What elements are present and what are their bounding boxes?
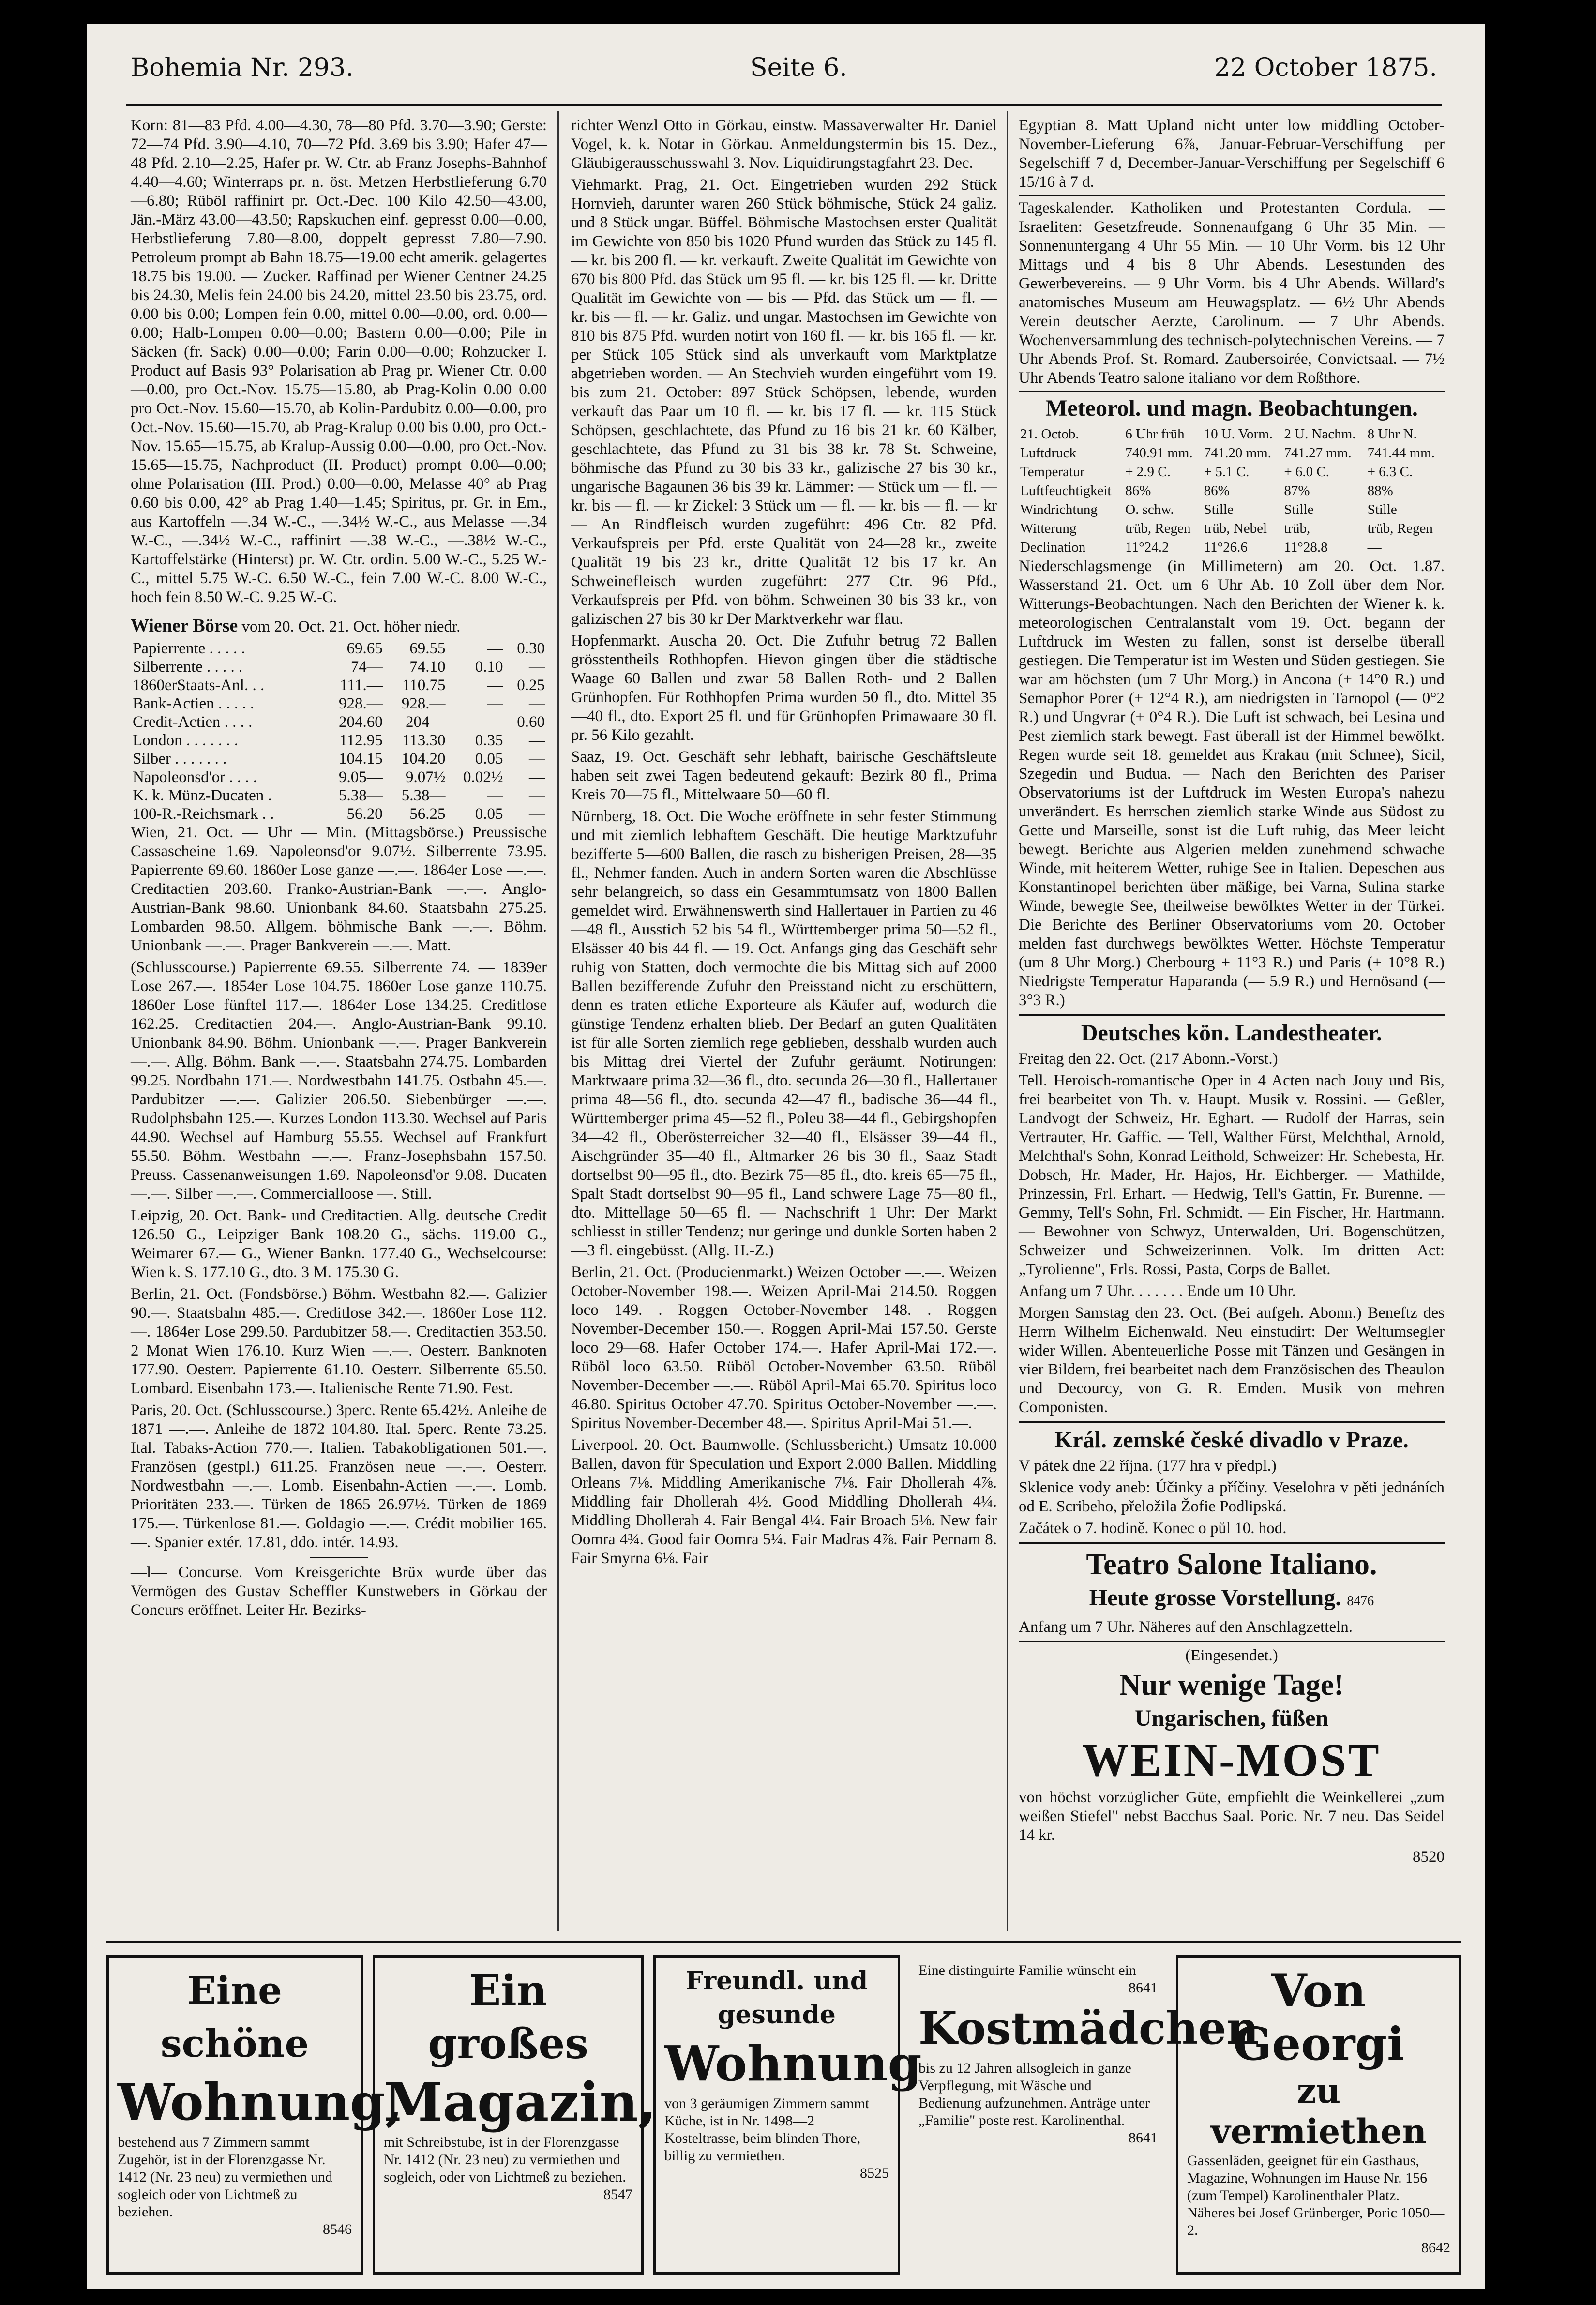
meteo-value: Stille	[1204, 502, 1234, 517]
column-3	[1019, 116, 1445, 1869]
ad-title: Freundl. und gesunde	[685, 1966, 868, 2030]
ad-number: 8476	[1347, 1594, 1374, 1609]
most-subheadline: Ungarischen, füßen	[1134, 1705, 1329, 1731]
issue-date: 22 October 1875.	[1214, 53, 1437, 82]
boerse-value: —	[529, 750, 545, 768]
boerse-value: —	[529, 805, 545, 823]
czech-theater-title: Král. zemské české divadlo v Praze.	[1054, 1427, 1409, 1453]
hopfenmarkt-report: Hopfenmarkt. Auscha 20. Oct. Die Zufuhr betrug 72 Ballen grösstentheils Rothhopfen. Hievon gingen über die städtische Waage 60 Ballen und zwar 58 Ballen Roth- und 2 Ballen Grünhopfen. Für Rothhopfen Prima wurden 50 fl., dto. Mittel 35—40 fl., dto. Export 25 fl. und für Grünhopfen Primawaare 30 fl. pr. 56 Kilo gezahlt.	[571, 632, 997, 744]
boerse-value: 204—	[406, 713, 446, 731]
boerse-value: —	[529, 658, 545, 676]
boerse-row	[131, 639, 547, 658]
boerse-row	[131, 731, 547, 750]
boerse-row	[131, 676, 547, 694]
meteo-value: + 5.1 C.	[1204, 464, 1250, 480]
boerse-security: Credit-Actien . . . .	[133, 713, 253, 731]
concurse-continued: richter Wenzl Otto in Görkau, einstw. Massaverwalter Hr. Daniel Vogel, k. k. Notar in Görkau. Anmeldungstermin bis 15. Dez., Gläubigerausschusswahl 3. Nov. Liquidirungstagfahrt 23. Dec.	[571, 117, 997, 172]
boerse-security: Silberrente . . . . .	[133, 658, 243, 676]
boerse-row	[131, 805, 547, 823]
ad-von-georgi	[1176, 1955, 1461, 2275]
concurse-notice: —l— Concurse. Vom Kreisgerichte Brüx wurde über das Vermögen des Gustav Scheffler Kunstwebers in Görkau der Concurs eröffnet. Leiter Hr. Bezirks-	[131, 1564, 547, 1619]
boerse-value: 110.75	[402, 677, 446, 694]
boerse-row	[131, 658, 547, 676]
boerse-value: —	[529, 732, 545, 749]
meteo-row	[1019, 538, 1445, 557]
liverpool-report: Liverpool. 20. Oct. Baumwolle. (Schlussbericht.) Umsatz 10.000 Ballen, davon für Speculation und Export 2.000 Ballen. Middling Orleans 7⅛. Middling Amerikanische 7⅛. Fair Dhollerah 4⅞. Middling fair Dhollerah 4½. Good Middling Dhollerah 4¼. Middling Dhollerah 4. Fair Bengal 4¼. Fair Broach 5⅛. New fair Oomra 4¾. Good fair Oomra 5¼. Fair Madras 4⅞. Fair Pernam 8. Fair Smyrna 6⅛. Fair	[571, 1436, 997, 1567]
meteo-value: 88%	[1367, 483, 1393, 498]
section-rule	[1019, 1014, 1445, 1016]
boerse-value: 74.10	[409, 658, 446, 676]
meteo-value: O. schw.	[1125, 502, 1174, 517]
viehmarkt-report: Viehmarkt. Prag, 21. Oct. Eingetrieben wurden 292 Stück Hornvieh, darunter waren 260 Stück böhmische, Stück 24 galiz. und 8 Stück ungar. Büffel. Böhmische Mastochsen erster Qualität im Gewichte von 850 bis 1020 Pfund wurden das Stück zu 145 fl. — kr. bis 200 fl. — kr. verkauft. Zweite Qualität im Gewichte von 670 bis 800 Pfd. das Stück um 95 fl. — kr. bis 125 fl. — kr. Dritte Qualität im Gewichte von — bis — Pfd. das Stück um — fl. — kr. bis — fl. — kr. Galiz. und ungar. Mastochsen im Gewichte von 810 bis 875 Pfd. wurden notirt von 160 fl. — kr. bis 165 fl. — kr. per Stück 105 Stück sind als unverkauft vom Marktplatze abgetrieben worden. — An Stechvieh wurden eingeführt vom 19. bis zum 21. October: 897 Stück Schöpsen, lebende, wurden verkauft das Paar um 10 fl. — kr. bis 17 fl. — kr. 115 Stück Schöpsen, geschlachtete, das Pfund zu 16 bis 21 kr. 60 Kälber, geschlachtete, das Pfund zu 31 bis 38 kr. 78 St. Schweine, böhmische das Pfund zu 30 bis 33 kr., galizische 27 bis 30 kr., ungarische Bagaunen 36 bis 39 kr. Lämmer: — Stück um — fl. — kr. bis — fl. — kr Zickel: 3 Stück um — fl. — kr. bis — fl. — kr — An Rindfleisch wurden zugeführt: 496 Ctr. 82 Pfd. Verkaufspreis per Pfd. erste Qualität von 24—28 kr., zweite Qualität 19 bis 23 kr., dritte Qualität 12 bis 17 kr. An Schweinefleisch wurden zugeführt: 277 Ctr. 96 Pfd., Verkaufspreis per Pfd. von böhm. Schweinen 30 bis 33 kr., von galizischen 27 bis 30 kr Der Marktverkehr war flau.	[571, 176, 997, 628]
meteo-label: Luftdruck	[1020, 445, 1076, 461]
ad-number: 8525	[860, 2165, 889, 2181]
boerse-columns: vom 20. Oct. 21. Oct. höher niedr.	[241, 618, 461, 635]
boerse-value: —	[529, 695, 545, 712]
meteo-row	[1019, 482, 1445, 500]
header-rule	[126, 104, 1442, 106]
section-rule	[1019, 1542, 1445, 1544]
boerse-value: 0.25	[517, 677, 545, 694]
ad-magazin	[373, 1955, 657, 2275]
ad-text: bestehend aus 7 Zimmern sammt Zugehör, ist in der Florenzgasse Nr. 1412 (Nr. 23 neu) zu vermiethen und sogleich oder von Lichtmeß zu beziehen.	[118, 2134, 333, 2220]
section-rule	[1019, 1421, 1445, 1423]
meteo-value: 11°26.6	[1204, 540, 1248, 555]
meteo-value: + 6.0 C.	[1284, 464, 1330, 480]
theater-date: Freitag den 22. Oct. (217 Abonn.-Vorst.)	[1019, 1050, 1278, 1068]
czech-theater-date: V pátek dne 22 října. (177 hra v předpl.)	[1019, 1457, 1277, 1475]
boerse-value: —	[487, 640, 503, 657]
ad-text: Eine distinguirte Familie wünscht ein	[918, 1962, 1136, 1978]
ad-number: 8547	[603, 2186, 632, 2202]
ad-title: Ein großes	[428, 1966, 588, 2068]
boerse-row	[131, 694, 547, 713]
berlin-report: Berlin, 21. Oct. (Fondsbörse.) Böhm. Westbahn 82.—. Galizier 90.—. Staatsbahn 485.—. Creditlose 342.—. 1860er Lose 112.—. 1864er Lose 299.50. Pardubitzer 58.—. Creditactien 353.50. 2 Monat Wien 176.10. Kurz Wien —.—. Oesterr. Banknoten 177.90. Oesterr. Papierrente 61.10. Oesterr. Silberrente 65.50. Lombard. Eisenbahn 173.—. Italienische Rente 71.90. Fest.	[131, 1285, 547, 1397]
schluss-report: (Schlusscourse.) Papierrente 69.55. Silberrente 74. — 1839er Lose 267.—. 1854er Lose 104.75. 1860er Lose ganze 110.75. 1860er Lose fünftel 117.—. 1864er Lose 134.25. Creditlose 162.25. Creditactien 204.—. Anglo-Austrian-Bank 99.10. Unionbank 84.90. Böhm. Unionbank —.—. Prager Bankverein —.—. Allg. Böhm. Bank —.—. Staatsbahn 274.75. Lombarden 99.25. Nordbahn 171.—. Nordwestbahn 141.75. Ostbahn 45.—. Pardubitzer —.—. Galizier 206.50. Siebenbürger —.—. Rudolphsbahn 125.—. Kurzes London 113.30. Wechsel auf Paris 44.90. Wechsel auf Hamburg 55.55. Wechsel auf Frankfurt 55.50. Böhm. Westbahn —.—. Franz-Josephsbahn 157.50. Preuss. Cassenanweisungen 1.69. Napoleonsd'or 9.08. Ducaten —.—. Silber —.—. Commercialloose —. Still.	[131, 959, 547, 1203]
boerse-value: 104.20	[401, 750, 446, 768]
meteo-value: 11°24.2	[1125, 540, 1169, 555]
ad-number: 8546	[323, 2221, 352, 2237]
boerse-value: 56.25	[409, 805, 446, 823]
boerse-security: 100-R.-Reichsmark . .	[133, 805, 274, 823]
boerse-heading	[131, 617, 547, 636]
meteo-row	[1019, 519, 1445, 538]
boerse-value: 113.30	[402, 732, 446, 749]
boerse-security: Papierrente . . . . .	[133, 640, 245, 657]
ad-wohnung	[106, 1955, 403, 2275]
most-text: von höchst vorzüglicher Güte, empfiehlt die Weinkellerei „zum weißen Stiefel" nebst Bacchus Saal. Poric. Nr. 7 neu. Das Seidel 14 kr.	[1019, 1789, 1445, 1844]
wien-report: Wien, 21. Oct. — Uhr — Min. (Mittagsbörse.) Preussische Cassascheine 1.69. Napoleonsd'or 9.07½. Silberrente 73.95. Papierrente 69.60. 1860er Lose ganze —.—. 1864er Lose —.—. Creditactien 203.60. Franko-Austrian-Bank —.—. Anglo-Austrian-Bank 98.60. Unionbank 84.60. Staatsbahn 275.25. Lombarden 98.50. Allgem. böhmische Bank —.—. Böhm. Unionbank —.—. Prager Bankverein —.—. Matt.	[131, 824, 547, 954]
column-divider	[557, 111, 559, 1931]
section-rule	[1019, 195, 1445, 196]
ad-number: 8641	[1129, 1980, 1158, 1996]
ad-number: 8641	[1129, 2130, 1158, 2146]
column-1	[131, 116, 547, 1623]
section-rule	[1019, 391, 1445, 392]
meteo-label: Declination	[1020, 540, 1086, 555]
boerse-title: Wiener Börse	[131, 616, 238, 636]
meteo-value: trüb, Regen	[1367, 521, 1433, 536]
section-rule	[1019, 1641, 1445, 1642]
column-divider	[1007, 111, 1008, 1931]
saaz-report: Saaz, 19. Oct. Geschäft sehr lebhaft, bairische Geschäftsleute haben seit zwei Tagen bedeutend gekauft: Bezirk 80 fl., Prima Kreis 70—75 fl., Mittelwaare 50—60 fl.	[571, 748, 997, 803]
boerse-value: 74—	[350, 658, 383, 676]
czech-theater-program: Sklenice vody aneb: Účinky a příčiny. Veselohra v pěti jednáních od E. Scribeho, přeložila Žofie Podlipská.	[1019, 1479, 1445, 1515]
meteo-value: 741.27 mm.	[1284, 445, 1352, 461]
boerse-value: 0.35	[475, 732, 503, 749]
ad-title: Wohnung,	[118, 2072, 403, 2132]
boerse-value: 0.02½	[463, 768, 503, 786]
theater-next: Morgen Samstag den 23. Oct. (Bei aufgeh. Abonn.) Beneftz des Herrn Wilhelm Eichenwald. Neu einstudirt: Der Weltumsegler wider Willen. Abenteuerliche Posse mit Tänzen und Gesängen in vier Bildern, frei bearbeitet nach dem Französischen des Theaulon und Decourcy, von G. R. Emden. Musik von mehren Componisten.	[1019, 1304, 1445, 1416]
meteo-label: Luftfeuchtigkeit	[1020, 483, 1112, 498]
ad-title: Wohnung	[664, 2035, 922, 2092]
meteo-value: trüb, Nebel	[1204, 521, 1267, 536]
boerse-value: 928.—	[338, 695, 383, 712]
boerse-value: 0.30	[517, 640, 545, 657]
boerse-value: —	[487, 713, 503, 731]
ad-text: Gassenläden, geeignet für ein Gasthaus, Magazine, Wohnungen im Hause Nr. 156 (zum Tempel) Karolinenthaler Platz. Näheres bei Josef Grünberger, Poric 1050—2.	[1187, 2153, 1445, 2238]
boerse-row	[131, 750, 547, 768]
eingesendet-label: (Eingesendet.)	[1185, 1647, 1278, 1664]
boerse-row	[131, 768, 547, 786]
newspaper-page	[87, 24, 1485, 2289]
boerse-value: 9.05—	[338, 768, 383, 786]
italiano-title: Teatro Salone Italiano.	[1086, 1548, 1377, 1581]
meteo-value: Stille	[1284, 502, 1314, 517]
boerse-security: Bank-Actien . . . . .	[133, 695, 255, 712]
meteo-header: 6 Uhr früh	[1125, 426, 1185, 442]
meteo-value: 741.44 mm.	[1367, 445, 1435, 461]
boerse-table	[131, 639, 547, 823]
most-headline: Nur wenige Tage!	[1119, 1669, 1344, 1702]
paris-report: Paris, 20. Oct. (Schlusscourse.) 3perc. Rente 65.42½. Anleihe de 1871 —.—. Anleihe de 1872 104.80. Ital. 5perc. Rente 73.25. Ital. Tabaks-Action 770.—. Italien. Tabakobligationen 501.—. Französen (gestpl.) 611.25. Französen neue —.—. Oesterr. Nordwestbahn —.—. Lomb. Eisenbahn-Actien —.—. Lomb. Prioritäten 233.—. Türken de 1865 26.97½. Türken de 1869 175.—. Türkenlose 81.—. Goldagio —.—. Crédit mobilier 165.—. Spanier extér. 17.81, ddo. intér. 14.93.	[131, 1401, 547, 1551]
meteo-value: 87%	[1284, 483, 1310, 498]
boerse-value: 104.15	[338, 750, 383, 768]
meteo-value: Stille	[1367, 502, 1397, 517]
classified-ads	[106, 1955, 1461, 2275]
daily-calendar: Tageskalender. Katholiken und Protestanten Cordula. — Israeliten: Gesetzfreude. Sonnenaufgang 6 Uhr 35 Min. — Sonnenuntergang 4 Uhr 55 Min. — 10 Uhr Vorm. bis 12 Uhr Mittags und 4 bis 8 Uhr Abends. Lesestunden des Gewerbevereins. — 9 Uhr Vorm. bis 4 Uhr Abends. Willard's anatomisches Museum am Heuwagsplatz. — 6½ Uhr Abends Verein deutscher Aerzte, Carolinum. — 7 Uhr Abends. Wochenversammlung des technisch-polytechnischen Vereins. — 7 Uhr Abends Prof. St. Romard. Zaubersoirée, Convictsaal. — 7½ Uhr Abends Teatro salone italiano vor dem Roßthore.	[1019, 199, 1445, 387]
boerse-value: —	[529, 768, 545, 786]
czech-theater-times: Začátek o 7. hodině. Konec o půl 10. hod.	[1019, 1520, 1287, 1537]
boerse-value: —	[529, 787, 545, 804]
liverpool-continued: Egyptian 8. Matt Upland nicht unter low middling October-November-Lieferung 6⅞, Januar-Februar-Verschiffung per Segelschiff 7 d, December-Januar-Verschiffung per Segelschiff 6 15/16 à 7 d.	[1019, 117, 1445, 191]
boerse-security: 1860erStaats-Anl. . .	[133, 677, 265, 694]
boerse-security: London . . . . . . .	[133, 732, 239, 749]
meteo-value: trüb, Regen	[1125, 521, 1191, 536]
meteo-value: 740.91 mm.	[1125, 445, 1193, 461]
boerse-value: 928.—	[401, 695, 446, 712]
theater-title: Deutsches kön. Landestheater.	[1081, 1020, 1383, 1046]
column-2	[571, 116, 997, 1571]
boerse-security: Silber . . . . . . .	[133, 750, 227, 768]
meteo-value: 11°28.8	[1284, 540, 1328, 555]
theater-times: Anfang um 7 Uhr. . . . . . . Ende um 10 Uhr.	[1019, 1282, 1296, 1300]
meteo-value: trüb,	[1284, 521, 1310, 536]
meteo-header: 10 U. Vorm.	[1204, 426, 1273, 442]
meteo-value: —	[1367, 540, 1382, 555]
section-rule	[310, 1557, 368, 1558]
meteo-value: 86%	[1204, 483, 1230, 498]
meteo-value: 86%	[1125, 483, 1151, 498]
masthead-issue: Bohemia Nr. 293.	[131, 53, 354, 82]
boerse-value: —	[487, 787, 503, 804]
ad-title: Kostmädchen	[918, 2002, 1259, 2054]
meteo-label: Windrichtung	[1020, 502, 1098, 517]
boerse-security: K. k. Münz-Ducaten .	[133, 787, 272, 804]
boerse-value: 69.65	[346, 640, 383, 657]
meteo-row	[1019, 463, 1445, 482]
meteo-row	[1019, 444, 1445, 463]
boerse-value: 112.95	[339, 732, 383, 749]
ad-text: bis zu 12 Jahren allsogleich in ganze Verpflegung, mit Wäsche und Bedienung aufzunehmen. Anträge unter „Familie" poste rest. Karolinenthal.	[918, 2060, 1150, 2128]
boerse-value: 111.—	[340, 677, 383, 694]
ads-rule	[106, 1941, 1461, 1943]
meteo-header: 2 U. Nachm.	[1284, 426, 1356, 442]
boerse-value: 69.55	[409, 640, 446, 657]
ad-number: 8520	[1413, 1848, 1445, 1866]
ad-kostmaedchen	[910, 1955, 1259, 2275]
boerse-value: 0.10	[475, 658, 503, 676]
nuernberg-report: Nürnberg, 18. Oct. Die Woche eröffnete in sehr fester Stimmung und mit ziemlich lebhaftem Geschäft. Die heutige Marktzufuhr bezifferte 5—600 Ballen, die rasch zu bisherigen Preisen, 28—35 fl., Nehmer fanden. Auch in andern Sorten waren die Abschlüsse sehr belangreich, so dass ein Gesammtumsatz von 1800 Ballen gemeldet wird. Erwähnenswerth sind Hallertauer in Partien zu 46—48 fl., Ausstich 52 bis 54 fl., Württemberger prima 50—52 fl., Elsässer 40 bis 44 fl. — 19. Oct. Anfangs ging das Geschäft sehr ruhig von Statten, doch vermochte die bis Mittag sich auf 2000 Ballen bezifferende Zufuhr den Preisstand nicht zu erschüttern, denn es traten etliche Exporteure als Käufer auf, wodurch die günstige Tendenz erhalten blieb. Der Bedarf an guten Qualitäten ist für alle Sorten ziemlich rege geblieben, desshalb wurden auch bis Mittag drei Viertel der Zufuhr geräumt. Notirungen: Marktwaare prima 32—36 fl., dto. secunda 26—30 fl., Hallertauer prima 48—56 fl., dto. secunda 42—47 fl., badische 36—44 fl., Württemberger prima 45—52 fl., Poleu 38—44 fl., Gebirgshopfen 34—42 fl., Oberösterreicher 32—40 fl., Elsässer 39—44 fl., Aischgründer 35—40 fl., Altmarker 26 bis 30 fl., Saaz Stadt dortselbst 90—95 fl., dto. Bezirk 75—85 fl., dto. kreis 65—75 fl., Spalt Stadt dortselbst 90—95 fl., Land schwere Lage 75—80 fl., dto. Mittellage 50—65 fl. — Nachschrift 1 Uhr: Der Markt schliesst in stiller Tendenz; nur geringe und dunkle Sorten haben 2—3 fl. eingebüsst. (Allg. H.-Z.)	[571, 808, 997, 1259]
boerse-value: —	[487, 695, 503, 712]
boerse-value: 0.60	[517, 713, 545, 731]
boerse-value: 5.38—	[338, 787, 383, 804]
boerse-row	[131, 713, 547, 731]
ad-number: 8642	[1421, 2240, 1450, 2256]
italiano-text: Anfang um 7 Uhr. Näheres auf den Anschlagzetteln.	[1019, 1618, 1353, 1636]
boerse-value: 56.20	[346, 805, 383, 823]
wein-most-title: WEIN-MOST	[1082, 1734, 1381, 1786]
meteo-report: Niederschlagsmenge (in Millimetern) am 20. Oct. 1.87. Wasserstand 21. Oct. um 6 Uhr Ab. 10 Zoll über dem Nor. Witterungs-Beobachtungen. Nach den Berichten der Wiener k. k. meteorologischen Centralanstalt vom 19. Oct. begann der Luftdruck im Westen zu fallen, sonst ist derselbe überall gestiegen. Die Temperatur ist im Westen und Süden gestiegen. Sie war am höchsten (um 7 Uhr Morg.) in Ancona (+ 14°0 R.) und Semaphor Porer (+ 12°4 R.), am niedrigsten in Tarnopol (— 0°2 R.) und Ungvrar (+ 0°4 R.). Die Luft ist schwach, bei Lesina und Pest ziemlich stark bewegt. Fast überall ist der Himmel bewölkt. Regen wurde seit 18. gemeldet aus Krakau (mit Schnee), Sicil, Szegedin und Budua. — Nach den Berichten des Pariser Observatoriums ist der Luftdruck im Westen Europa's nahezu unverändert. Es herrschen ziemlich starke Winde aus Südost zu Gette und Marseille, sonst ist die Luft ruhig, das Meer leicht bewegt. Berichte aus Algerien melden zunehmend schwache Winde, mit heiterem Wetter, ruhige See in Italien. Depeschen aus Konstantinopel berichten über mäßige, bei Varna, Sulina starke Winde, bewegte See, theilweise bewölktes Wetter in der Türkei. Die Berichte des Berliner Observatoriums vom 20. October melden fast durchwegs bewölktes Wetter. Höchste Temperatur (um 8 Uhr Morg.) Cherbourg + 11°3 R.) und Paris (+ 10°8 R.) Niedrigste Temperatur Haparanda (— 5.9 R.) und Hernösand (— 3°3 R.)	[1019, 557, 1445, 1009]
boerse-value: 0.05	[475, 805, 503, 823]
meteo-header: 8 Uhr N.	[1367, 426, 1417, 442]
meteo-value: + 6.3 C.	[1367, 464, 1413, 480]
meteo-label: Temperatur	[1020, 464, 1085, 480]
boerse-value: —	[487, 677, 503, 694]
ad-freundliche-wohnung	[653, 1955, 922, 2275]
page-header	[131, 53, 1437, 97]
meteo-header: 21. Octob.	[1020, 426, 1079, 442]
meteo-row	[1019, 500, 1445, 519]
ad-title: Von Georgi	[1233, 1964, 1404, 2071]
meteo-label: Witterung	[1020, 521, 1077, 536]
leipzig-report: Leipzig, 20. Oct. Bank- und Creditactien. Allg. deutsche Credit 126.50 G., Leipziger Bank 108.20 G., sächs. 119.00 G., Weimarer 67.— G., Wiener Bankn. 177.40 G., Wechselcourse: Wien k. S. 177.10 G., dto. 3 M. 175.30 G.	[131, 1207, 547, 1281]
boerse-value: 9.07½	[406, 768, 446, 786]
boerse-security: Napoleonsd'or . . . .	[133, 768, 257, 786]
ad-title: Eine schöne	[160, 1969, 309, 2066]
theater-program: Tell. Heroisch-romantische Oper in 4 Acten nach Jouy und Bis, frei bearbeitet von Th. v. Haupt. Musik v. Rossini. — Geßler, Landvogt der Schweiz, Hr. Eghart. — Rudolf der Harras, sein Vertrauter, Hr. Gaffic. — Tell, Walther Fürst, Melchthal, Arnold, Melchthal's Sohn, Konrad Leithold, Schweizer: Hr. Schebesta, Hr. Dobsch, Hr. Mader, Hr. Hajos, Hr. Eichberger. — Mathilde, Prinzessin, Frl. Erhart. — Hedwig, Tell's Gattin, Fr. Burenne. — Gemmy, Tell's Sohn, Frl. Schmidt. — Ein Fischer, Hr. Hartmann. — Bewohner von Schwyz, Unterwalden, Uri. Bogenschützen, Schweizer und Schweizerinnen. Volk. Im dritten Act: „Tyrolienne", Frls. Rossi, Pasta, Corps de Ballet.	[1019, 1072, 1445, 1278]
meteo-value: + 2.9 C.	[1125, 464, 1171, 480]
berlin-produce-report: Berlin, 21. Oct. (Producienmarkt.) Weizen October —.—. Weizen October-November 198.—. Weizen April-Mai 214.50. Roggen loco 149.—. Roggen October-November 148.—. Roggen November-December 150.—. Roggen April-Mai 157.50. Gerste loco 29—68. Hafer October 174.—. Hafer April-Mai 172.—. Rüböl loco 63.50. Rüböl October-November 63.50. Rüböl November-December —.—. Rüböl April-Mai 65.70. Spiritus loco 46.80. Spiritus October 47.70. Spiritus October-November —.—. Spiritus November-December 48.—. Spiritus April-Mai 51.—.	[571, 1264, 997, 1432]
ad-text: von 3 geräumigen Zimmern sammt Küche, ist in Nr. 1498—2 Kosteltrasse, beim blinden Thore, billig zu vermiethen.	[664, 2095, 870, 2164]
boerse-row	[131, 786, 547, 805]
meteo-title: Meteorol. und magn. Beobachtungen.	[1045, 395, 1418, 421]
boerse-value: 5.38—	[401, 787, 446, 804]
grain-market-text: Korn: 81—83 Pfd. 4.00—4.30, 78—80 Pfd. 3.70—3.90; Gerste: 72—74 Pfd. 3.90—4.10, 70—72 Pfd. 3.69 bis 3.90; Hafer 47—48 Pfd. 2.10—2.25, Hafer pr. W. Ctr. ab Franz Josephs-Bahnhof 4.40—4.60; Winterraps pr. n. öst. Metzen Herbstlieferung 6.70—6.80; Rüböl raffinirt pr. Oct.-Dec. 100 Kilo 42.50—43.00, Jän.-März 43.00—43.50; Rapskuchen einf. gepresst 0.00—0.00, Herbstlieferung 7.80—8.00, doppelt gepresst 7.80—7.90. Petroleum prompt ab Bahn 18.75—19.00 echt amerik. gelagertes 18.75 bis 19.00. — Zucker. Raffinad per Wiener Centner 24.25 bis 24.30, Melis fein 24.00 bis 24.20, mittel 23.50 bis 23.75, ord. 0.00 bis 0.00; Lompen fein 0.00, mittel 0.00—0.00, ord. 0.00—0.00; Halb-Lompen 0.00—0.00; Bastern 0.00—0.00; Pile in Säcken (fr. Sack) 0.00—0.00; Farin 0.00—0.00; Rohzucker I. Product auf Basis 93° Polarisation ab Prag pr. Wiener Ctr. 0.00—0.00, pro Oct.-Nov. 15.75—15.80, ab Prag-Kolin 0.00 0.00 pro Oct.-Nov. 15.60—15.70, ab Kolin-Pardubitz 0.00—0.00, pro Oct.-Nov. 15.60—15.70, ab Prag-Kralup 0.00 bis 0.00, pro Oct.-Nov. 15.65—15.75, ab Kralup-Aussig 0.00—0.00, pro Oct.-Nov. 15.65—15.75, Nachproduct (II. Product) prompt 0.00—0.00; ohne Polarisation (III. Prod.) 0.00—0.00, Melasse 40° ab Prag 0.60 bis 0.00, 42° ab Prag 1.40—1.45; Spiritus, pr. Gr. in Em., aus Kartoffeln —.34 W.-C., —.34½ W.-C., aus Melasse —.34 W.-C., —.34½ W.-C., raffinirt —.38 W.-C., —.38½ W.-C., Kartoffelstärke (Hinterst) pr. W. Ctr. ordin. 5.00 W.-C., 5.25 W.-C., mittel 5.75 W.-C. 6.50 W.-C., fein 7.00 W.-C. 8.00 W.-C., hoch fein 8.50 W.-C. 9.25 W.-C.	[131, 117, 547, 606]
boerse-value: 204.60	[338, 713, 383, 731]
ad-title: zu vermiethen	[1211, 2071, 1427, 2152]
italiano-subtitle	[1019, 1584, 1445, 1615]
page-number: Seite 6.	[750, 53, 847, 82]
meteo-table	[1019, 425, 1445, 557]
ad-title: Magazin,	[384, 2071, 657, 2133]
ad-text: mit Schreibstube, ist in der Florenzgasse Nr. 1412 (Nr. 23 neu) zu vermiethen und sogleich, oder von Lichtmeß zu beziehen.	[384, 2134, 626, 2185]
boerse-value: 0.05	[475, 750, 503, 768]
meteo-value: 741.20 mm.	[1204, 445, 1271, 461]
italiano-subtitle-text: Heute grosse Vorstellung.	[1089, 1585, 1341, 1611]
